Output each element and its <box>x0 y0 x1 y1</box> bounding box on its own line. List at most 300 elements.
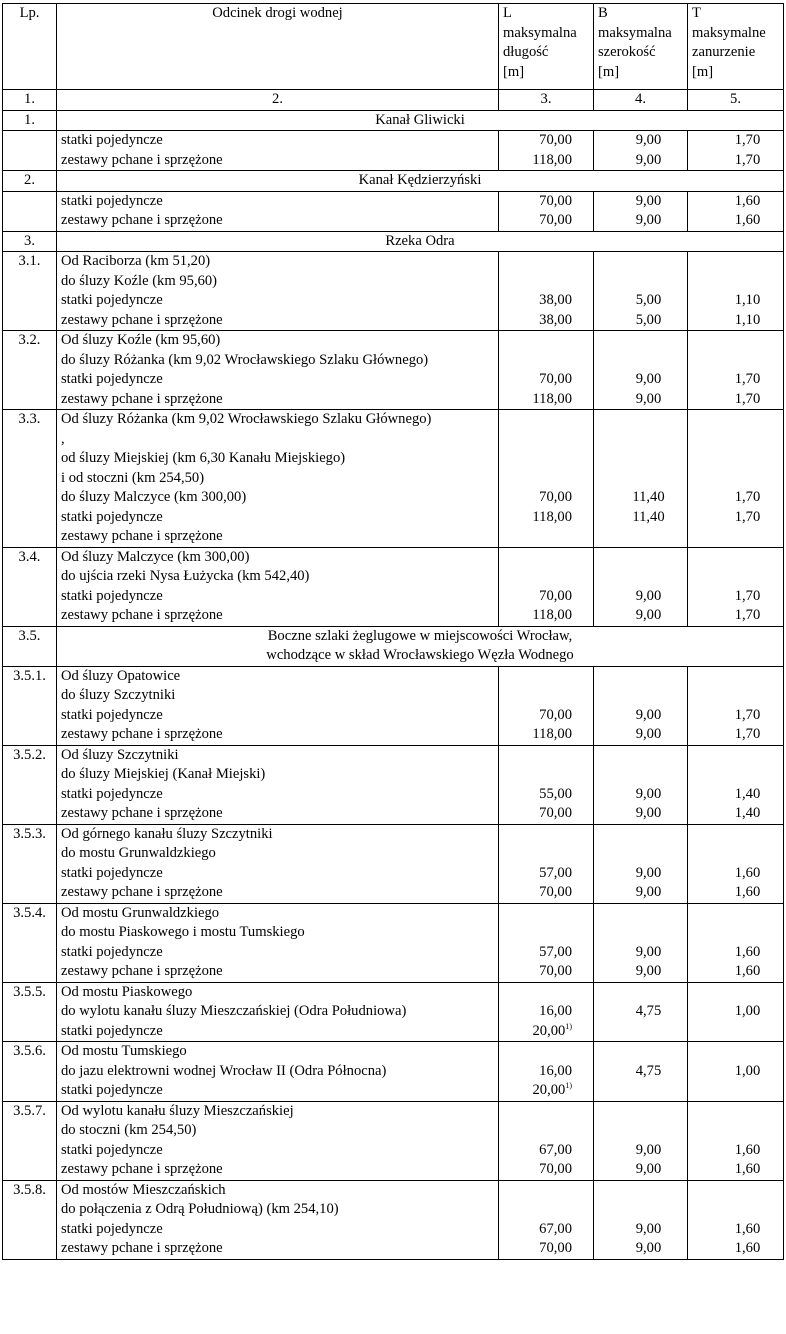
length-value-cell <box>499 410 594 548</box>
row-number: 3.5.3. <box>3 824 57 903</box>
width-value-cell <box>594 982 688 1042</box>
description-line: zestawy pchane i sprzężone <box>61 963 223 979</box>
description-line: Od mostów Mieszczańskich <box>61 1181 226 1198</box>
length-value-text: 70,00 <box>539 1240 572 1256</box>
width-value-text: 9,00 <box>635 132 662 148</box>
draught-value <box>716 252 779 272</box>
length-value-text: 70,00 <box>539 132 572 148</box>
draught-value-text: 1,10 <box>734 311 761 328</box>
draught-value-text: 1,60 <box>734 963 761 979</box>
table-row <box>3 1101 784 1180</box>
row-number: 3.2. <box>3 331 57 410</box>
header-width-line: B <box>598 5 608 21</box>
description-line: Od śluzy Szczytniki <box>61 746 179 763</box>
width-value <box>614 272 683 292</box>
table-row <box>3 131 784 171</box>
row-number <box>3 191 57 231</box>
description-line: statki pojedyncze <box>61 371 163 387</box>
description-line: statki pojedyncze <box>61 1082 163 1098</box>
length-value <box>503 390 572 410</box>
draught-value <box>716 983 779 1003</box>
description-line: statki pojedyncze <box>61 706 163 723</box>
draught-value <box>716 1181 779 1201</box>
width-value-cell <box>594 666 688 745</box>
section-number: 1. <box>3 110 57 131</box>
width-value <box>614 151 683 171</box>
column-number: 4. <box>594 90 688 111</box>
width-value-cell <box>594 745 688 824</box>
length-value <box>503 587 572 607</box>
length-value <box>503 370 572 390</box>
width-value <box>614 1160 683 1180</box>
width-value <box>614 725 683 745</box>
row-number: 3.5.2. <box>3 745 57 824</box>
width-value <box>614 962 683 982</box>
table-row <box>3 1042 784 1102</box>
draught-value <box>716 1042 779 1062</box>
draught-value <box>716 488 779 508</box>
width-value-cell <box>594 191 688 231</box>
length-value <box>503 211 572 231</box>
length-value <box>503 1181 572 1201</box>
length-value <box>503 192 572 212</box>
draught-value <box>716 785 779 805</box>
width-value <box>614 825 683 845</box>
length-value <box>503 1002 572 1022</box>
section-number: 3.5. <box>3 626 57 666</box>
length-value-cell <box>499 1180 594 1259</box>
draught-value-cell <box>688 410 784 548</box>
width-value-text: 9,00 <box>635 726 662 742</box>
width-value <box>614 1181 683 1201</box>
width-value <box>614 469 683 489</box>
row-description <box>57 331 499 410</box>
width-value-text: 11,40 <box>632 489 665 505</box>
section-title-row <box>3 171 784 192</box>
draught-value <box>716 527 779 547</box>
length-value-cell <box>499 252 594 331</box>
width-value <box>614 785 683 805</box>
draught-value <box>716 1062 779 1082</box>
draught-value-cell <box>688 982 784 1042</box>
row-number: 3.5.6. <box>3 1042 57 1102</box>
length-value <box>503 1022 572 1042</box>
header-length-line: [m] <box>503 63 525 80</box>
draught-value-text: 1,70 <box>734 607 761 623</box>
length-value <box>503 1200 572 1220</box>
length-value-text: 70,00 <box>539 587 572 604</box>
width-value <box>614 1141 683 1161</box>
description-line: statki pojedyncze <box>61 1022 163 1039</box>
width-value-cell <box>594 252 688 331</box>
description-line: zestawy pchane i sprzężone <box>61 528 223 544</box>
draught-value <box>716 548 779 568</box>
description-line: zestawy pchane i sprzężone <box>61 1161 223 1177</box>
row-description <box>57 1180 499 1259</box>
draught-value <box>716 151 779 171</box>
row-number <box>3 131 57 171</box>
draught-value <box>716 765 779 785</box>
width-value-text: 11,40 <box>632 508 665 525</box>
table-body <box>3 4 784 1260</box>
draught-value <box>716 508 779 528</box>
description-line: zestawy pchane i sprzężone <box>61 607 223 623</box>
draught-value <box>716 746 779 766</box>
header-row <box>3 4 784 90</box>
table-row <box>3 410 784 548</box>
width-value <box>614 1239 683 1259</box>
section-title-row <box>3 110 784 131</box>
description-line: statki pojedyncze <box>61 508 163 525</box>
length-value <box>503 962 572 982</box>
draught-value-text: 1,60 <box>734 1141 761 1158</box>
description-line: Od śluzy Opatowice <box>61 667 181 684</box>
length-value <box>503 667 572 687</box>
draught-value <box>716 449 779 469</box>
length-value-text: 67,00 <box>539 1141 572 1158</box>
column-number: 3. <box>499 90 594 111</box>
draught-value <box>716 904 779 924</box>
draught-value <box>716 1121 779 1141</box>
draught-value-cell <box>688 824 784 903</box>
description-line: zestawy pchane i sprzężone <box>61 390 223 407</box>
length-value-cell <box>499 982 594 1042</box>
width-value <box>614 548 683 568</box>
length-value-text: 55,00 <box>539 785 572 802</box>
section-title-line: Kanał Kędzierzyński <box>358 172 482 188</box>
header-width-line: maksymalna <box>598 24 672 41</box>
table-row <box>3 666 784 745</box>
header-length-line: L <box>503 5 512 21</box>
draught-value-text: 1,70 <box>734 706 761 723</box>
draught-value <box>716 606 779 626</box>
length-value-text: 118,00 <box>532 607 572 623</box>
draught-value <box>716 131 779 151</box>
row-description <box>57 745 499 824</box>
length-value <box>503 311 572 331</box>
width-value <box>614 449 683 469</box>
length-value-text: 70,00 <box>539 963 572 979</box>
description-line: statki pojedyncze <box>61 864 163 881</box>
draught-value <box>716 667 779 687</box>
length-value <box>503 449 572 469</box>
length-value <box>503 1121 572 1141</box>
draught-value <box>716 706 779 726</box>
table-row <box>3 982 784 1042</box>
width-value <box>614 904 683 924</box>
header-draught-line: [m] <box>692 63 714 80</box>
width-value-cell <box>594 903 688 982</box>
draught-value-text: 1,70 <box>734 371 761 387</box>
draught-value <box>716 1022 779 1042</box>
draught-value <box>716 844 779 864</box>
length-value <box>503 943 572 963</box>
draught-value-cell <box>688 666 784 745</box>
draught-value <box>716 291 779 311</box>
description-line: Od śluzy Różanka (km 9,02 Wrocławskiego Szlaku Głównego) <box>61 411 432 427</box>
width-value-cell <box>594 331 688 410</box>
width-value-text: 5,00 <box>635 292 662 308</box>
width-value-text: 9,00 <box>635 151 662 168</box>
length-value <box>503 883 572 903</box>
description-line: zestawy pchane i sprzężone <box>61 1240 223 1256</box>
width-value <box>614 943 683 963</box>
section-title-line: wchodzące w skład Wrocławskiego Węzła Wodnego <box>266 647 574 663</box>
row-number: 3.1. <box>3 252 57 331</box>
length-value <box>503 1239 572 1259</box>
waterway-parameters-table <box>2 3 784 1260</box>
header-length <box>499 4 594 90</box>
length-value-text: 70,00 <box>539 805 572 821</box>
length-value-cell <box>499 331 594 410</box>
width-value <box>614 390 683 410</box>
draught-value <box>716 923 779 943</box>
description-line: do śluzy Miejskiej (Kanał Miejski) <box>61 766 266 782</box>
length-value <box>503 904 572 924</box>
width-value-text: 9,00 <box>635 1141 662 1158</box>
draught-value-text: 1,60 <box>734 864 761 881</box>
draught-value-cell <box>688 1101 784 1180</box>
length-value <box>503 1062 572 1082</box>
length-value <box>503 567 572 587</box>
section-title-line: Rzeka Odra <box>385 232 455 249</box>
description-line: , <box>61 430 65 447</box>
description-line: i od stoczni (km 254,50) <box>61 469 205 486</box>
description-line: statki pojedyncze <box>61 192 163 209</box>
width-value-text: 4,75 <box>635 1062 662 1079</box>
description-line: Od Raciborza (km 51,20) <box>61 253 211 269</box>
draught-value <box>716 587 779 607</box>
width-value-cell <box>594 410 688 548</box>
width-value-cell <box>594 131 688 171</box>
width-value <box>614 1022 683 1042</box>
length-value <box>503 430 572 450</box>
length-value-text: 70,00 <box>539 192 572 209</box>
width-value-text: 9,00 <box>635 785 662 802</box>
draught-value-text: 1,40 <box>734 785 761 802</box>
draught-value-cell <box>688 547 784 626</box>
draught-value <box>716 1239 779 1259</box>
width-value <box>614 131 683 151</box>
row-description <box>57 1042 499 1102</box>
width-value-text: 9,00 <box>635 1220 662 1237</box>
width-value <box>614 804 683 824</box>
draught-value <box>716 825 779 845</box>
draught-value-text: 1,70 <box>734 132 761 148</box>
draught-value-text: 1,40 <box>734 805 761 821</box>
length-value-text: 118,00 <box>532 508 572 525</box>
length-value-cell <box>499 666 594 745</box>
draught-value-text: 1,60 <box>734 1220 761 1237</box>
column-number-row <box>3 90 784 111</box>
header-length-line: maksymalna <box>503 24 577 41</box>
draught-value <box>716 311 779 331</box>
footnote-marker: 1) <box>565 1081 572 1090</box>
length-value <box>503 1160 572 1180</box>
description-line: statki pojedyncze <box>61 785 163 802</box>
draught-value-text: 1,60 <box>734 1161 761 1177</box>
length-value <box>503 508 572 528</box>
description-line: do śluzy Malczyce (km 300,00) <box>61 489 247 505</box>
table-row <box>3 331 784 410</box>
section-title <box>57 626 784 666</box>
length-value <box>503 1042 572 1062</box>
table-row <box>3 903 784 982</box>
draught-value-text: 1,60 <box>734 192 761 209</box>
row-number: 3.5.7. <box>3 1101 57 1180</box>
draught-value-text: 1,70 <box>734 587 761 604</box>
length-value <box>503 410 572 430</box>
draught-value-text: 1,00 <box>734 1062 761 1079</box>
width-value-text: 9,00 <box>635 805 662 821</box>
width-value <box>614 291 683 311</box>
row-number: 3.5.8. <box>3 1180 57 1259</box>
draught-value-text: 1,60 <box>734 1240 761 1256</box>
length-value <box>503 606 572 626</box>
width-value <box>614 311 683 331</box>
length-value <box>503 252 572 272</box>
width-value-text: 9,00 <box>635 963 662 979</box>
width-value-text: 9,00 <box>635 371 662 387</box>
width-value-text: 9,00 <box>635 1161 662 1177</box>
length-value <box>503 469 572 489</box>
description-line: statki pojedyncze <box>61 292 163 308</box>
length-value <box>503 785 572 805</box>
header-width-line: szerokość <box>598 44 656 60</box>
column-number: 5. <box>688 90 784 111</box>
draught-value <box>716 686 779 706</box>
width-value <box>614 746 683 766</box>
length-value-text: 57,00 <box>539 943 572 960</box>
draught-value-text: 1,70 <box>734 489 761 505</box>
length-value-text: 118,00 <box>532 726 572 742</box>
section-title-line: Kanał Gliwicki <box>375 111 465 128</box>
draught-value-cell <box>688 191 784 231</box>
section-title-row <box>3 626 784 666</box>
section-title <box>57 231 784 252</box>
description-line: Od mostu Piaskowego <box>61 983 193 1000</box>
description-line: Od śluzy Koźle (km 95,60) <box>61 332 221 348</box>
table-row <box>3 547 784 626</box>
length-value-text: 20,00 <box>532 1082 566 1098</box>
width-value <box>614 1121 683 1141</box>
description-line: do połączenia z Odrą Południową) (km 254,10) <box>61 1201 339 1217</box>
row-description <box>57 131 499 171</box>
width-value <box>614 765 683 785</box>
description-line: zestawy pchane i sprzężone <box>61 805 223 821</box>
length-value-text: 20,00 <box>532 1022 566 1039</box>
section-number: 2. <box>3 171 57 192</box>
length-value-text: 67,00 <box>539 1220 572 1237</box>
draught-value-cell <box>688 331 784 410</box>
width-value <box>614 983 683 1003</box>
row-description <box>57 903 499 982</box>
footnote-marker: 1) <box>565 1021 572 1031</box>
row-description <box>57 982 499 1042</box>
width-value <box>614 864 683 884</box>
length-value-cell <box>499 745 594 824</box>
length-value <box>503 923 572 943</box>
length-value-cell <box>499 1101 594 1180</box>
width-value-text: 9,00 <box>635 706 662 723</box>
width-value-text: 9,00 <box>635 884 662 900</box>
draught-value-cell <box>688 1180 784 1259</box>
description-line: statki pojedyncze <box>61 587 163 604</box>
table-row <box>3 1180 784 1259</box>
width-value <box>614 667 683 687</box>
width-value-text: 9,00 <box>635 607 662 623</box>
length-value <box>503 151 572 171</box>
width-value <box>614 1200 683 1220</box>
description-line: zestawy pchane i sprzężone <box>61 311 223 328</box>
draught-value-text: 1,70 <box>734 151 761 168</box>
description-line: do śluzy Szczytniki <box>61 687 176 703</box>
draught-value-text: 1,60 <box>734 884 761 900</box>
table-row <box>3 191 784 231</box>
draught-value-text: 1,70 <box>734 390 761 407</box>
length-value <box>503 291 572 311</box>
length-value-cell <box>499 191 594 231</box>
header-draught-line: maksymalne <box>692 24 766 41</box>
draught-value <box>716 883 779 903</box>
row-description <box>57 252 499 331</box>
width-value-cell <box>594 547 688 626</box>
draught-value <box>716 804 779 824</box>
section-title-line: Boczne szlaki żeglugowe w miejscowości Wrocław, <box>267 627 573 644</box>
draught-value <box>716 211 779 231</box>
width-value <box>614 410 683 430</box>
width-value <box>614 527 683 547</box>
draught-value <box>716 469 779 489</box>
width-value <box>614 508 683 528</box>
length-value-text: 16,00 <box>539 1003 572 1019</box>
description-line: do śluzy Koźle (km 95,60) <box>61 272 218 289</box>
draught-value-cell <box>688 252 784 331</box>
length-value-text: 70,00 <box>539 371 572 387</box>
row-number: 3.4. <box>3 547 57 626</box>
description-line: do mostu Piaskowego i mostu Tumskiego <box>61 924 305 940</box>
width-value-cell <box>594 1101 688 1180</box>
width-value-cell <box>594 1042 688 1102</box>
description-line: statki pojedyncze <box>61 1141 163 1158</box>
length-value-text: 70,00 <box>539 884 572 900</box>
draught-value <box>716 410 779 430</box>
draught-value-text: 1,60 <box>734 943 761 960</box>
description-line: statki pojedyncze <box>61 943 163 960</box>
description-line: od śluzy Miejskiej (km 6,30 Kanału Miejskiego) <box>61 450 346 466</box>
draught-value <box>716 1220 779 1240</box>
width-value-text: 9,00 <box>635 192 662 209</box>
length-value-text: 70,00 <box>539 1161 572 1177</box>
draught-value <box>716 370 779 390</box>
length-value <box>503 131 572 151</box>
length-value-text: 118,00 <box>532 151 572 168</box>
header-draught <box>688 4 784 90</box>
draught-value-text: 1,60 <box>734 212 761 228</box>
description-line: zestawy pchane i sprzężone <box>61 884 223 900</box>
section-title <box>57 171 784 192</box>
column-number: 2. <box>57 90 499 111</box>
length-value <box>503 765 572 785</box>
table-row <box>3 824 784 903</box>
draught-value <box>716 943 779 963</box>
header-draught-line: zanurzenie <box>692 44 756 60</box>
row-number: 3.5.4. <box>3 903 57 982</box>
width-value <box>614 430 683 450</box>
section-title-row <box>3 231 784 252</box>
row-number: 3.5.1. <box>3 666 57 745</box>
length-value <box>503 746 572 766</box>
